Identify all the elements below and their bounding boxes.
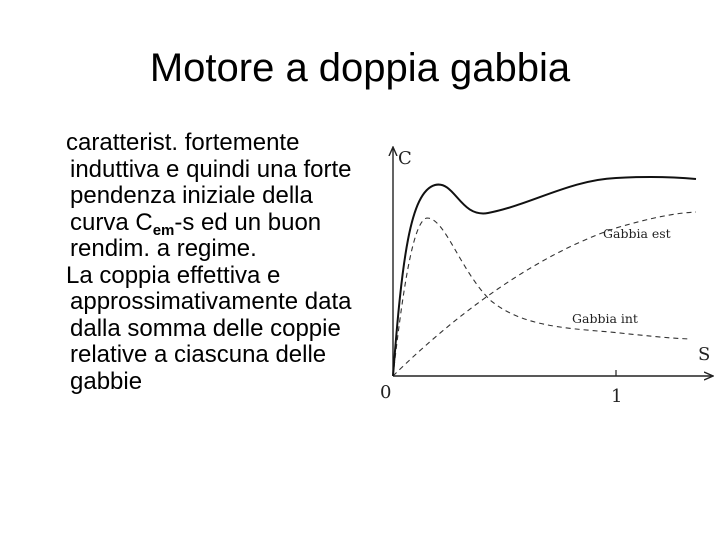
curve-inner-cage [393,218,690,376]
x-axis-label: S [698,344,711,365]
origin-label: 0 [380,382,392,403]
curve-total-torque [393,177,696,376]
paragraph-characteristics [56,130,356,263]
torque-slip-figure [360,130,720,430]
curve-label-outer: Gabbia est [603,226,671,241]
paragraph-characteristics-tail: -s ed un buon rendim. a regime. [70,208,322,262]
slide-body [56,130,356,395]
curve-label-inner: Gabbia int [572,311,638,326]
paragraph-characteristics-text: caratterist. fortemente induttiva e quindi una forte pendenza iniziale della curva C [66,129,352,236]
y-axis-label: C [398,148,412,169]
paragraph-total-torque: La coppia effettiva e approssimativamente data dalla somma delle coppie relative a ciascuna delle gabbie [66,261,352,395]
x-tick-label-1: 1 [611,386,623,407]
subscript-em: em [152,221,175,239]
slide-title: Motore a doppia gabbia [149,46,571,90]
